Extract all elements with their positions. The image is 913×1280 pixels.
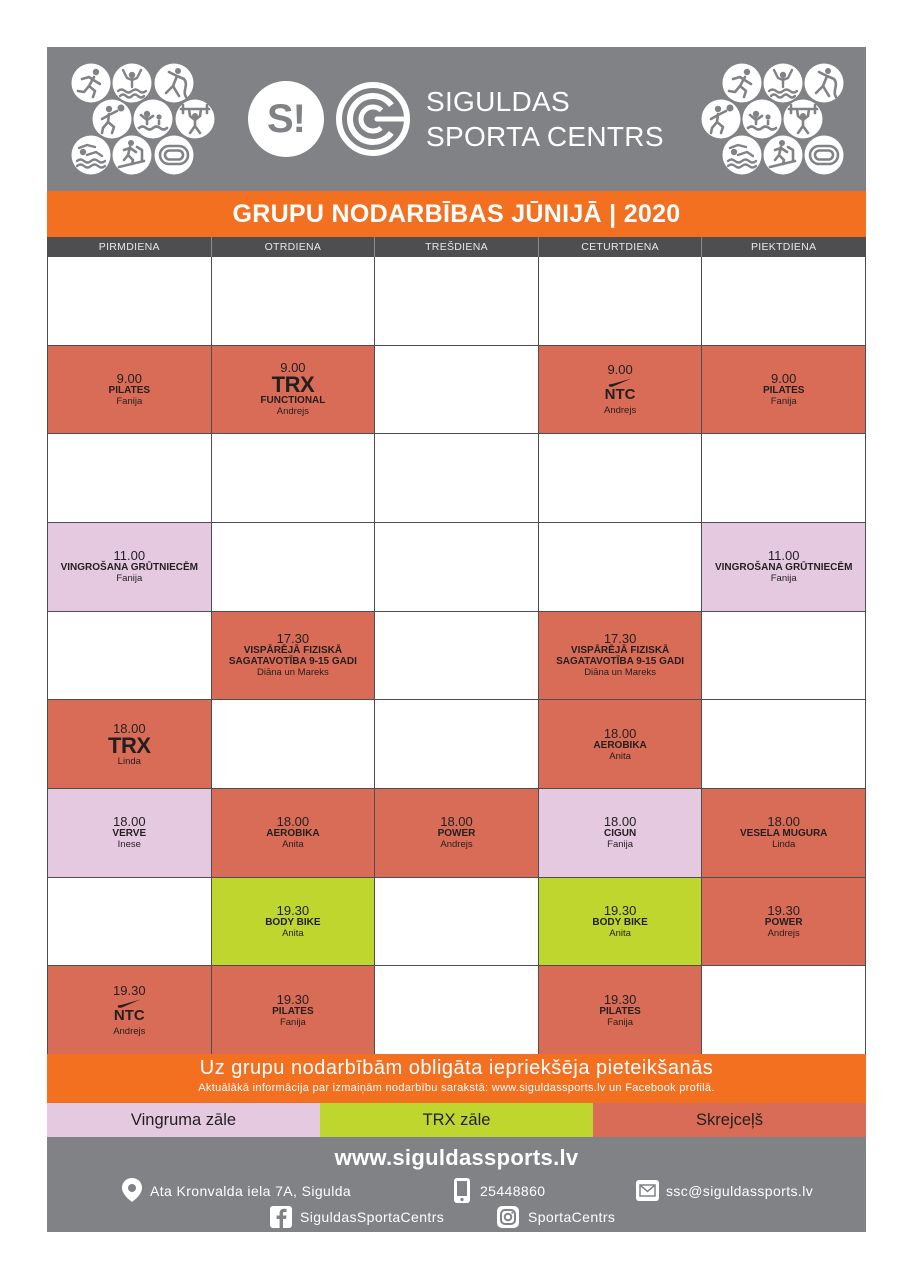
swimming-icon: [723, 136, 762, 175]
empty-cell: [539, 434, 702, 522]
class-time: 19.30: [603, 991, 637, 1007]
class-cell: [702, 789, 865, 877]
class-title: POWER: [764, 916, 803, 928]
pool-family-icon: [134, 100, 173, 139]
pool-family-icon: [743, 100, 782, 139]
class-instructor: Andrejs: [767, 927, 800, 939]
poster-header: [47, 47, 866, 191]
class-instructor: Fanija: [770, 573, 797, 585]
weekday-tuesday: OTRDIENA: [212, 237, 375, 257]
empty-cell: [702, 612, 865, 700]
class-instructor: Diāna un Mareks: [256, 667, 329, 679]
class-time: 19.30: [113, 982, 146, 998]
class-time: 18.00: [113, 814, 146, 830]
weekday-wednesday: TREŠDIENA: [375, 237, 538, 257]
empty-cell: [375, 257, 538, 345]
class-title: VISPĀRĒJĀ FIZISKĀ SAGATAVOTĪBA 9-15 GADI: [228, 645, 357, 668]
class-cell: [375, 789, 538, 877]
running-track-icon: [155, 136, 194, 175]
weekday-monday: PIRMDIENA: [48, 237, 211, 257]
class-instructor: Linda: [117, 755, 141, 767]
empty-cell: [375, 346, 538, 434]
class-time: 19.30: [276, 902, 310, 918]
header-artwork: [47, 47, 866, 191]
class-time: 11.00: [767, 548, 800, 564]
empty-cell: [48, 878, 211, 966]
weekday-friday: PIEKTDIENA: [702, 237, 865, 257]
class-title: PILATES: [272, 1005, 314, 1017]
class-instructor: Anita: [609, 927, 631, 939]
empty-cell: [212, 700, 375, 788]
address-text: Ata Kronvalda iela 7A, Sigulda: [150, 1183, 352, 1199]
class-cell: [48, 966, 211, 1054]
class-time: 17.30: [276, 631, 310, 647]
empty-cell: [375, 523, 538, 611]
class-title: POWER: [437, 828, 476, 840]
water-aerobics-icon: [113, 64, 152, 103]
class-time: 19.30: [276, 991, 310, 1007]
empty-cell: [48, 257, 211, 345]
class-instructor: Fanija: [116, 573, 143, 585]
class-instructor: Andrejs: [603, 404, 637, 416]
empty-cell: [539, 523, 702, 611]
class-title: FUNCTIONAL: [260, 395, 326, 407]
class-title: VERVE: [112, 828, 147, 840]
class-cell: [212, 789, 375, 877]
empty-cell: [375, 612, 538, 700]
class-instructor: Linda: [772, 839, 796, 851]
class-time: 9.00: [771, 370, 797, 386]
schedule-poster: [47, 47, 866, 1232]
class-time: 18.00: [603, 814, 637, 830]
class-title: VINGROŠANA GRŪTNIECĒM: [60, 562, 198, 574]
class-title: PILATES: [762, 384, 805, 396]
room-legend: [47, 1103, 866, 1137]
class-instructor: Fanija: [607, 1016, 634, 1028]
class-title: VISPĀRĒJĀ FIZISKĀ SAGATAVOTĪBA 9-15 GADI: [556, 645, 685, 668]
class-title: CIGUN: [603, 828, 637, 840]
ball-game-icon: [702, 100, 741, 139]
gymnastics-icon: [155, 64, 194, 103]
class-cell: [702, 878, 865, 966]
class-time: 9.00: [280, 360, 306, 376]
empty-cell: [375, 966, 538, 1054]
weightlifting-icon: [784, 100, 823, 139]
class-cell: [539, 966, 702, 1054]
poster-footer: [47, 1137, 866, 1232]
class-title: VESELA MUGURA: [739, 828, 828, 840]
running-icon: [723, 64, 762, 103]
class-cell: [702, 523, 865, 611]
class-time: 9.00: [116, 370, 142, 386]
class-time: 18.00: [113, 720, 146, 736]
ntc-logo: NTC: [113, 1006, 145, 1024]
weekday-header-row: [47, 237, 866, 257]
class-title: AEROBIKA: [593, 739, 647, 751]
brand-name-line-2: SPORTA CENTRS: [426, 121, 664, 152]
legend-item-vingruma-zale: Vingruma zāle: [47, 1103, 320, 1137]
class-title: PILATES: [108, 384, 151, 396]
class-cell: [212, 966, 375, 1054]
class-instructor: Fanija: [770, 395, 797, 407]
class-cell: [48, 700, 211, 788]
class-cell: [539, 612, 702, 700]
class-cell: [539, 346, 702, 434]
class-cell: [212, 612, 375, 700]
class-cell: [539, 700, 702, 788]
class-cell: [702, 346, 865, 434]
ntc-logo: NTC: [604, 385, 636, 403]
class-instructor: Fanija: [279, 1016, 306, 1028]
empty-cell: [539, 257, 702, 345]
class-time: 18.00: [276, 814, 310, 830]
location-pin-icon: [121, 1178, 143, 1202]
trx-logo: TRX: [108, 732, 151, 758]
class-time: 18.00: [767, 814, 800, 830]
class-instructor: Anita: [282, 927, 304, 939]
page-title: GRUPU NODARBĪBAS JŪNIJĀ | 2020: [47, 191, 866, 237]
facebook-icon: [270, 1206, 292, 1228]
phone-text: 25448860: [480, 1183, 546, 1199]
class-instructor: Inese: [117, 839, 141, 851]
empty-cell: [212, 257, 375, 345]
gymnastics-icon: [805, 64, 844, 103]
treadmill-icon: [764, 136, 803, 175]
class-time: 17.30: [603, 631, 637, 647]
empty-cell: [48, 434, 211, 522]
treadmill-icon: [113, 136, 152, 175]
trx-logo: TRX: [271, 372, 315, 398]
legend-item-trx-zale: TRX zāle: [320, 1103, 593, 1137]
sport-icons-right: [702, 64, 844, 175]
empty-cell: [375, 434, 538, 522]
class-title: BODY BIKE: [265, 916, 321, 928]
brand-logo-mark: S!: [267, 96, 305, 141]
mail-icon: [636, 1180, 659, 1201]
class-cell: [539, 789, 702, 877]
notice-main-text: Uz grupu nodarbībām obligāta iepriekšēja pieteikšanās: [199, 1057, 714, 1079]
website-url: www.siguldassports.lv: [334, 1145, 579, 1170]
instagram-handle: SportaCentrs: [528, 1209, 616, 1225]
weekday-thursday: CETURTDIENA: [539, 237, 702, 257]
class-instructor: Diāna un Mareks: [584, 667, 656, 679]
facebook-handle: SiguldasSportaCentrs: [300, 1209, 445, 1225]
class-time: 9.00: [607, 361, 633, 377]
empty-cell: [702, 434, 865, 522]
empty-cell: [375, 700, 538, 788]
class-instructor: Fanija: [116, 395, 143, 407]
class-cell: [212, 346, 375, 434]
swimming-icon: [72, 136, 111, 175]
sport-icons-left: [72, 64, 215, 175]
empty-cell: [375, 878, 538, 966]
class-time: 18.00: [440, 814, 473, 830]
water-aerobics-icon: [764, 64, 803, 103]
empty-cell: [702, 257, 865, 345]
class-time: 11.00: [113, 548, 146, 564]
email-text: ssc@siguldassports.lv: [666, 1183, 814, 1199]
registration-notice: [47, 1054, 866, 1103]
empty-cell: [212, 523, 375, 611]
empty-cell: [702, 966, 865, 1054]
class-title: BODY BIKE: [592, 916, 648, 928]
class-instructor: Andrejs: [113, 1025, 146, 1037]
class-instructor: Anita: [609, 750, 631, 762]
legend-item-skrejcelins: Skrejceļš: [593, 1103, 866, 1137]
class-title: PILATES: [599, 1005, 641, 1017]
running-track-icon: [805, 136, 844, 175]
class-cell: [212, 878, 375, 966]
class-title: VINGROŠANA GRŪTNIECĒM: [714, 562, 853, 574]
class-title: AEROBIKA: [266, 828, 320, 840]
class-instructor: Fanija: [607, 839, 634, 851]
class-time: 18.00: [603, 725, 637, 741]
class-cell: [48, 346, 211, 434]
notice-sub-text: Aktuālākā informācija par izmaiņām nodarbību sarakstā: www.siguldassports.lv un Facebook profilā.: [198, 1082, 715, 1094]
ball-game-icon: [93, 100, 132, 139]
empty-cell: [702, 700, 865, 788]
phone-icon: [451, 1178, 473, 1203]
class-instructor: Andrejs: [276, 406, 309, 418]
class-cell: [48, 523, 211, 611]
class-time: 19.30: [767, 902, 800, 918]
brand-name-line-1: SIGULDAS: [426, 86, 570, 117]
brand-emblem-icon: [339, 85, 407, 153]
class-instructor: Andrejs: [440, 839, 473, 851]
class-time: 19.30: [603, 902, 637, 918]
weightlifting-icon: [176, 100, 215, 139]
schedule-grid: [47, 257, 866, 1054]
instagram-icon: [497, 1206, 519, 1228]
class-instructor: Anita: [282, 839, 304, 851]
empty-cell: [48, 612, 211, 700]
class-cell: [539, 878, 702, 966]
empty-cell: [212, 434, 375, 522]
class-cell: [48, 789, 211, 877]
running-icon: [72, 64, 111, 103]
